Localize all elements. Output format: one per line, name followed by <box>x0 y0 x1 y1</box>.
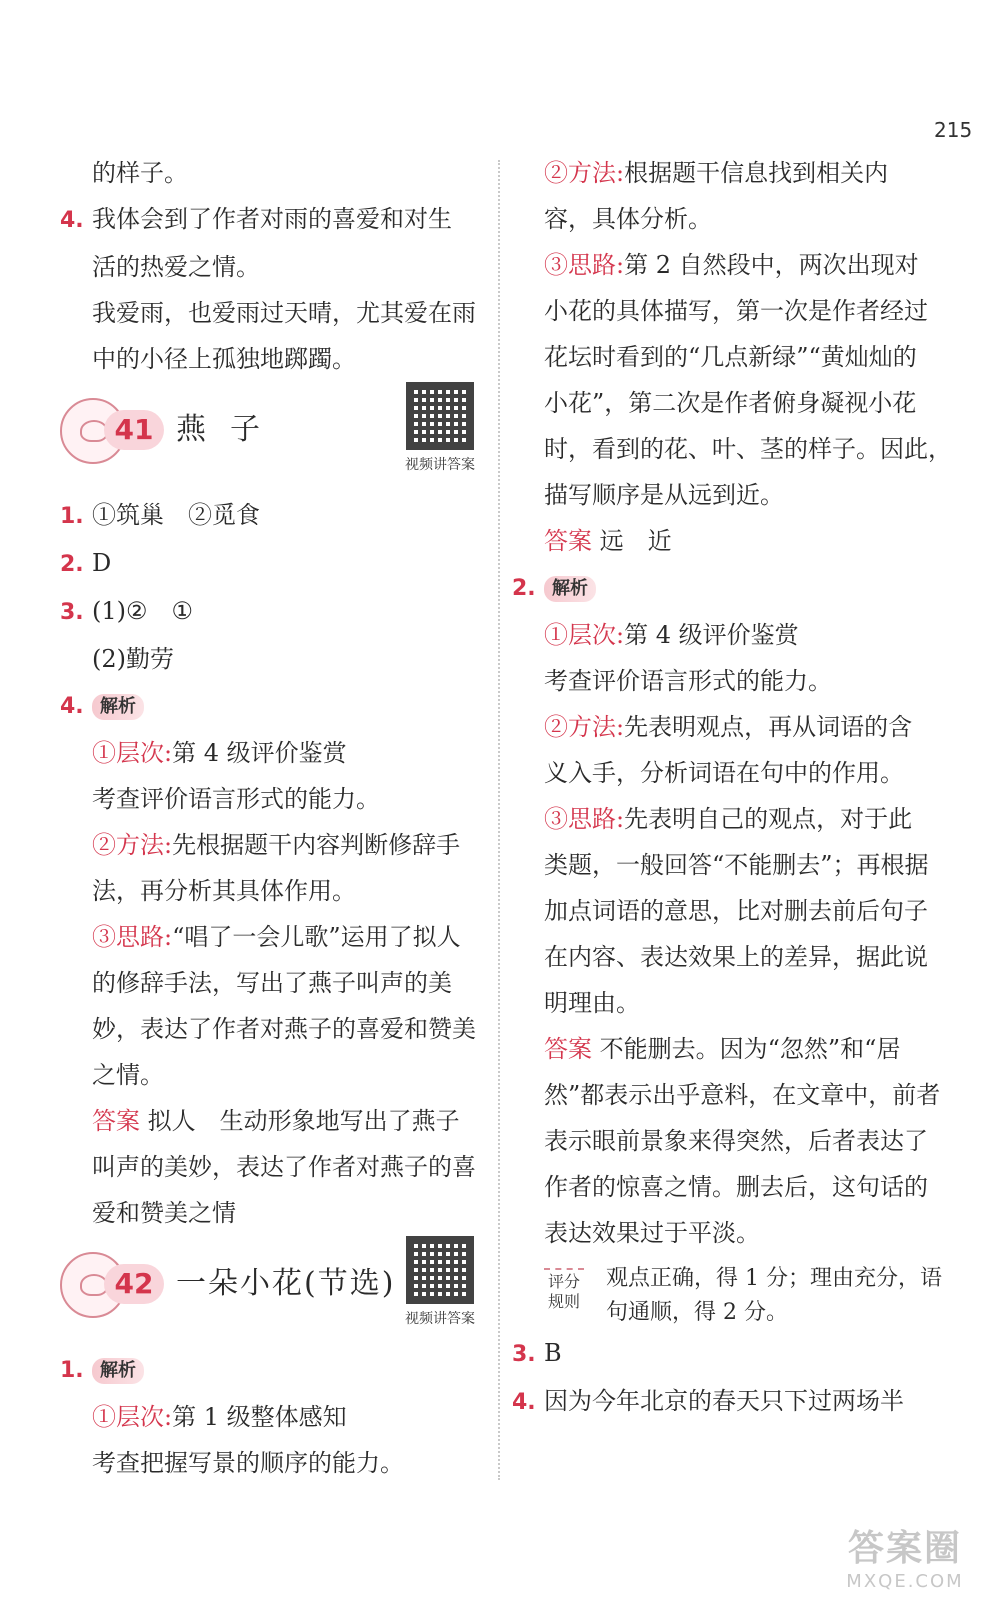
lesson-title: 一朵小花(节选) <box>176 1266 396 1301</box>
level-label: ①层次: <box>92 739 173 767</box>
think-text: 第 2 自然段中，两次出现对 <box>624 251 919 279</box>
question-number: 4. <box>512 1390 536 1415</box>
question-number: 4. <box>60 208 84 233</box>
level-text: 第 4 级评价鉴赏 <box>624 621 799 649</box>
answer-text: 因为今年北京的春天只下过两场半 <box>544 1387 904 1415</box>
method-label: ②方法: <box>544 713 625 741</box>
text-line: 活的热爱之情。 <box>92 253 260 281</box>
left-column <box>60 150 500 1486</box>
qr-code-icon[interactable] <box>406 1236 474 1304</box>
text-line: 描写顺序是从远到近。 <box>544 481 784 509</box>
question-number: 2. <box>60 552 84 577</box>
think-label: ③思路: <box>544 251 625 279</box>
answer-text: 拟人 生动形象地写出了燕子 <box>147 1107 460 1135</box>
answer-label: 答案 <box>92 1107 140 1135</box>
level-text: 第 4 级评价鉴赏 <box>172 739 347 767</box>
text-line: 义入手，分析词语在句中的作用。 <box>544 759 904 787</box>
watermark-title: 答案圈 <box>847 1528 962 1569</box>
method-text: 根据题干信息找到相关内 <box>624 159 889 187</box>
scoring-text: 句通顺，得 2 分。 <box>606 1300 788 1325</box>
analysis-tag: 解析 <box>92 1358 144 1384</box>
watermark-url: MXQE.COM <box>846 1571 964 1592</box>
text-line: 明理由。 <box>544 989 640 1017</box>
lesson-number: 42 <box>104 1264 164 1304</box>
text-line: 类题，一般回答“不能删去”；再根据 <box>544 851 929 879</box>
method-label: ②方法: <box>544 159 625 187</box>
text-line: 作者的惊喜之情。删去后，这句话的 <box>544 1173 928 1201</box>
answer-text: B <box>544 1339 562 1367</box>
level-label: ①层次: <box>544 621 625 649</box>
qr-label: 视频讲答案 <box>405 1311 475 1327</box>
text-line: 加点词语的意思，比对删去前后句子 <box>544 897 928 925</box>
scoring-rules-tag: 评分规则 <box>544 1268 584 1312</box>
text-line: 爱和赞美之情 <box>92 1199 236 1227</box>
question-number: 2. <box>512 576 536 601</box>
text-line: 法，再分析其具体作用。 <box>92 877 356 905</box>
text-line: 中的小径上孤独地踯躅。 <box>92 345 356 373</box>
lesson-title: 燕子 <box>176 412 284 447</box>
think-label: ③思路: <box>544 805 625 833</box>
watermark-logo <box>830 1520 980 1590</box>
text-line: 时，看到的花、叶、茎的样子。因此， <box>544 435 952 463</box>
lesson-header-41 <box>60 382 500 492</box>
answer-text: ①筑巢 ②觅食 <box>92 501 260 529</box>
answer-text: 不能删去。因为“忽然”和“居 <box>599 1035 901 1063</box>
text-line: 表达效果过于平淡。 <box>544 1219 760 1247</box>
answer-text: (1)② ① <box>92 597 194 625</box>
text-line: 容，具体分析。 <box>544 205 712 233</box>
answer-label: 答案 <box>544 1035 592 1063</box>
answer-text: 远 近 <box>599 527 672 555</box>
text-line: 的修辞手法，写出了燕子叫声的美 <box>92 969 452 997</box>
scoring-text: 观点正确，得 1 分；理由充分，语 <box>606 1266 942 1291</box>
text-line: 小花”，第二次是作者俯身凝视小花 <box>544 389 917 417</box>
text-line: 在内容、表达效果上的差异，据此说 <box>544 943 928 971</box>
answer-text: 我体会到了作者对雨的喜爱和对生 <box>92 205 452 233</box>
text-line: 小花的具体描写，第一次是作者经过 <box>544 297 928 325</box>
method-text: 先根据题干内容判断修辞手 <box>172 831 461 859</box>
text-line: (2)勤劳 <box>92 645 174 673</box>
text-line: 考查评价语言形式的能力。 <box>92 785 380 813</box>
page-number: 215 <box>934 118 973 142</box>
text-line: 的样子。 <box>92 159 188 187</box>
analysis-tag: 解析 <box>92 694 144 720</box>
method-text: 先表明观点，再从词语的含 <box>624 713 913 741</box>
method-label: ②方法: <box>92 831 173 859</box>
think-text: “唱了一会儿歌”运用了拟人 <box>172 923 461 951</box>
think-label: ③思路: <box>92 923 173 951</box>
answer-label: 答案 <box>544 527 592 555</box>
level-text: 第 1 级整体感知 <box>172 1403 347 1431</box>
text-line: 考查评价语言形式的能力。 <box>544 667 832 695</box>
text-line: 妙，表达了作者对燕子的喜爱和赞美 <box>92 1015 476 1043</box>
text-line: 之情。 <box>92 1061 164 1089</box>
question-number: 1. <box>60 504 84 529</box>
text-line: 然”都表示出乎意料，在文章中，前者 <box>544 1081 941 1109</box>
lesson-number: 41 <box>104 410 164 450</box>
level-label: ①层次: <box>92 1403 173 1431</box>
text-line: 我爱雨，也爱雨过天晴，尤其爱在雨 <box>92 299 476 327</box>
lesson-header-42 <box>60 1236 500 1346</box>
question-number: 1. <box>60 1358 84 1383</box>
question-number: 3. <box>60 600 84 625</box>
qr-code[interactable] <box>400 382 480 474</box>
think-text: 先表明自己的观点，对于此 <box>624 805 913 833</box>
scoring-rules <box>512 1262 952 1330</box>
text-line: 花坛时看到的“几点新绿”“黄灿灿的 <box>544 343 917 371</box>
qr-code-icon[interactable] <box>406 382 474 450</box>
question-number: 4. <box>60 694 84 719</box>
analysis-tag: 解析 <box>544 576 596 602</box>
right-column <box>512 150 952 1426</box>
qr-code[interactable] <box>400 1236 480 1328</box>
question-number: 3. <box>512 1342 536 1367</box>
text-line: 考查把握写景的顺序的能力。 <box>92 1449 404 1477</box>
text-line: 表示眼前景象来得突然，后者表达了 <box>544 1127 928 1155</box>
qr-label: 视频讲答案 <box>405 457 475 473</box>
answer-text: D <box>92 549 112 577</box>
text-line: 叫声的美妙，表达了作者对燕子的喜 <box>92 1153 476 1181</box>
